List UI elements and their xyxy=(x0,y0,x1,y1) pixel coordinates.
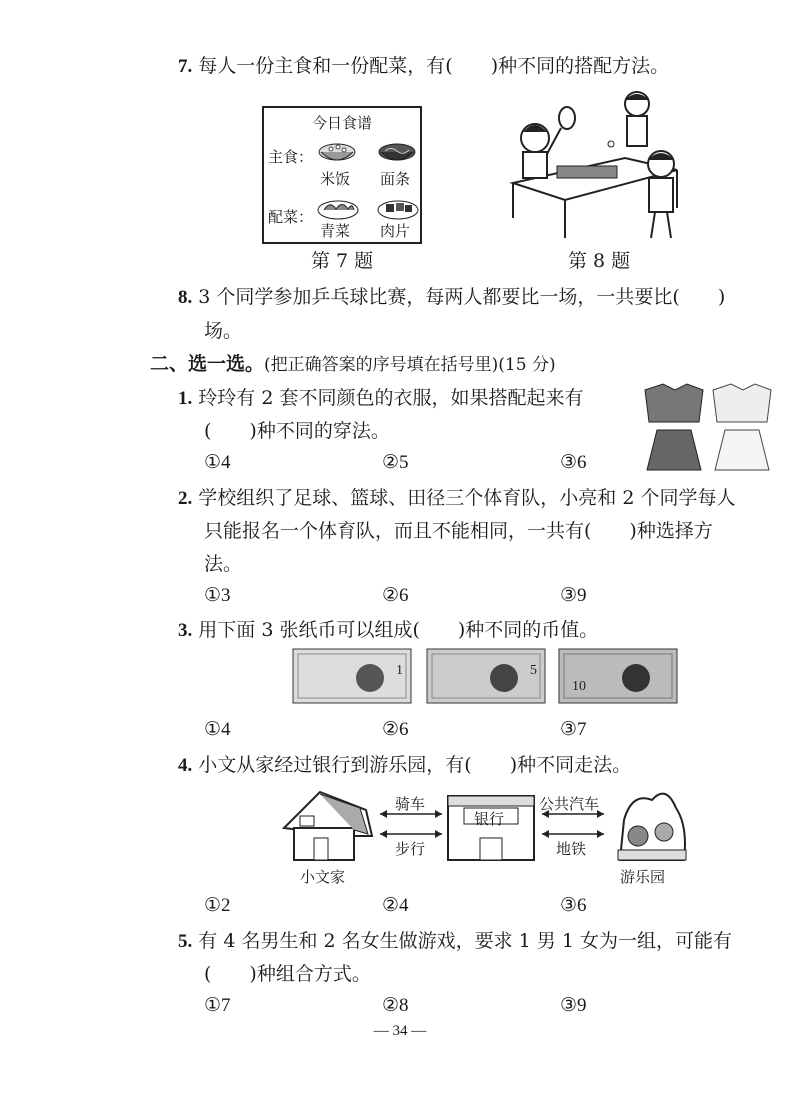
choice-question-3 xyxy=(178,616,598,645)
page-number: — 34 — xyxy=(373,1023,427,1039)
choice-question-5-line2: ( )种组合方式。 xyxy=(204,963,371,985)
caption-q7: 第 7 题 xyxy=(311,250,374,272)
choice-question-2 xyxy=(178,484,735,513)
question-number: 4. xyxy=(178,755,193,776)
menu-item-vegetable: 青菜 xyxy=(320,222,351,240)
option-1: ①7 xyxy=(204,995,231,1016)
option-3: ③9 xyxy=(560,995,587,1016)
choice-question-2-line2: 只能报名一个体育队，而且不能相同，一共有( )种选择方 xyxy=(204,520,713,542)
question-text: 有 4 名男生和 2 名女生做游戏，要求 1 男 1 女为一组，可能有 xyxy=(198,930,732,952)
option-1: ①4 xyxy=(204,452,231,473)
question-text: 每人一份主食和一份配菜，有( )种不同的搭配方法。 xyxy=(198,55,670,77)
banknote-10-yuan-image xyxy=(558,648,678,704)
question-8-line2: 场。 xyxy=(204,320,243,342)
caption-q8: 第 8 题 xyxy=(568,250,631,272)
question-number: 1. xyxy=(178,388,193,409)
rice-bowl-icon xyxy=(316,138,358,168)
section-title: 二、选一选。 xyxy=(150,353,265,375)
option-2: ②6 xyxy=(382,585,409,606)
noodle-bowl-icon xyxy=(376,138,418,168)
question-text: 学校组织了足球、篮球、田径三个体育队，小亮和 2 个同学每人 xyxy=(198,487,736,509)
svg-text:10: 10 xyxy=(572,679,586,694)
label-walk: 步行 xyxy=(395,840,426,858)
staple-label: 主食： xyxy=(268,148,314,166)
menu-title: 今日食谱 xyxy=(311,114,372,132)
option-2: ②6 xyxy=(382,719,409,740)
label-ride: 骑车 xyxy=(395,795,426,813)
question-text: 玲玲有 2 套不同颜色的衣服，如果搭配起来有 xyxy=(198,387,584,409)
ping-pong-illustration xyxy=(505,88,685,246)
banknote-1-yuan-image xyxy=(292,648,412,704)
meat-plate-icon xyxy=(376,196,420,222)
choice-question-5 xyxy=(178,927,732,956)
option-1: ①3 xyxy=(204,585,231,606)
question-8 xyxy=(178,283,725,312)
choice-question-1-line2: ( )种不同的穿法。 xyxy=(204,420,390,442)
option-3: ③6 xyxy=(560,452,587,473)
svg-text:5: 5 xyxy=(530,663,537,678)
section-note: (把正确答案的序号填在括号里)(15 分) xyxy=(264,355,556,375)
svg-text:1: 1 xyxy=(396,663,403,678)
label-park: 游乐园 xyxy=(620,868,666,886)
choice-question-2-line3: 法。 xyxy=(204,553,243,575)
section-heading xyxy=(150,350,556,379)
label-bus: 公共汽车 xyxy=(539,795,600,813)
question-7 xyxy=(178,52,669,81)
vegetable-plate-icon xyxy=(316,196,360,222)
question-number: 3. xyxy=(178,620,193,641)
option-1: ①2 xyxy=(204,895,231,916)
question-number: 7. xyxy=(178,56,193,77)
question-number: 2. xyxy=(178,488,193,509)
option-3: ③9 xyxy=(560,585,587,606)
menu-item-meat: 肉片 xyxy=(380,222,411,240)
label-home: 小文家 xyxy=(300,868,346,886)
question-number: 8. xyxy=(178,287,193,308)
menu-box xyxy=(262,106,422,244)
question-number: 5. xyxy=(178,931,193,952)
option-2: ②5 xyxy=(382,452,409,473)
option-3: ③6 xyxy=(560,895,587,916)
option-2: ②4 xyxy=(382,895,409,916)
side-label: 配菜： xyxy=(268,208,314,226)
choice-question-4 xyxy=(178,751,631,780)
clothes-illustration xyxy=(635,382,775,474)
menu-item-noodles: 面条 xyxy=(380,170,411,188)
label-bank: 银行 xyxy=(474,810,505,828)
label-subway: 地铁 xyxy=(556,840,587,858)
option-1: ①4 xyxy=(204,719,231,740)
question-text: 用下面 3 张纸币可以组成( )种不同的币值。 xyxy=(198,619,599,641)
option-3: ③7 xyxy=(560,719,587,740)
choice-question-1 xyxy=(178,384,583,413)
option-2: ②8 xyxy=(382,995,409,1016)
question-text: 3 个同学参加乒乓球比赛，每两人都要比一场，一共要比( ) xyxy=(198,286,726,308)
banknote-5-yuan-image xyxy=(426,648,546,704)
question-text: 小文从家经过银行到游乐园，有( )种不同走法。 xyxy=(198,754,632,776)
menu-item-rice: 米饭 xyxy=(320,170,351,188)
